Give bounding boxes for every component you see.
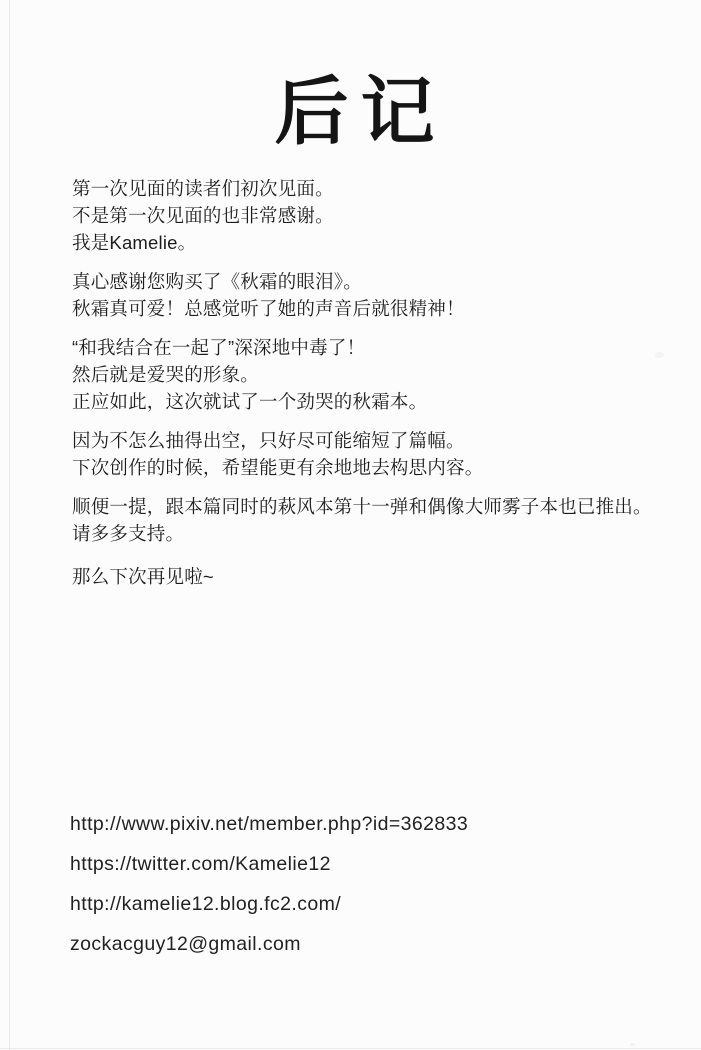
afterword-line: 我是Kamelie。 (72, 232, 197, 253)
afterword-paragraph (72, 175, 673, 256)
afterword-line: 因为不怎么抽得出空，只好尽可能缩短了篇幅。 (72, 430, 465, 451)
afterword-line: 正应如此，这次就试了一个劲哭的秋霜本。 (72, 391, 428, 412)
afterword-line: 不是第一次见面的也非常感谢。 (72, 205, 334, 226)
afterword-line: 请多多支持。 (72, 523, 185, 544)
twitter-url-text: https://twitter.com/Kamelie12 (70, 853, 331, 875)
afterword-body (72, 175, 673, 602)
afterword-line: 然后就是爱哭的形象。 (72, 364, 260, 385)
afterword-line: 那么下次再见啦~ (72, 566, 214, 587)
scan-edge-artifact (0, 1048, 701, 1049)
scan-edge-artifact (9, 0, 10, 1050)
afterword-line: “和我结合在一起了”深深地中毒了！ (72, 337, 366, 358)
afterword-paragraph (72, 334, 673, 415)
page-title: 后记 (274, 70, 447, 153)
afterword-paragraph (72, 268, 673, 322)
afterword-paragraph (72, 427, 673, 481)
pixiv-url-text: http://www.pixiv.net/member.php?id=362833 (70, 813, 469, 835)
scan-speck (655, 352, 664, 358)
scan-speck (630, 1043, 635, 1046)
afterword-line: 秋霜真可爱！总感觉听了她的声音后就很精神！ (72, 298, 465, 319)
afterword-line: 真心感谢您购买了《秋霜的眼泪》。 (72, 271, 362, 292)
afterword-line: 顺便一提，跟本篇同时的萩风本第十一弹和偶像大师雾子本也已推出。 (72, 496, 652, 517)
afterword-paragraph (72, 563, 673, 590)
email-text: zockacguy12@gmail.com (70, 933, 301, 955)
afterword-line: 下次创作的时候，希望能更有余地地去构思内容。 (72, 457, 484, 478)
afterword-paragraph (72, 493, 673, 547)
blog-url-text: http://kamelie12.blog.fc2.com/ (70, 893, 342, 915)
contact-links (70, 804, 468, 964)
afterword-line: 第一次见面的读者们初次见面。 (72, 178, 334, 199)
